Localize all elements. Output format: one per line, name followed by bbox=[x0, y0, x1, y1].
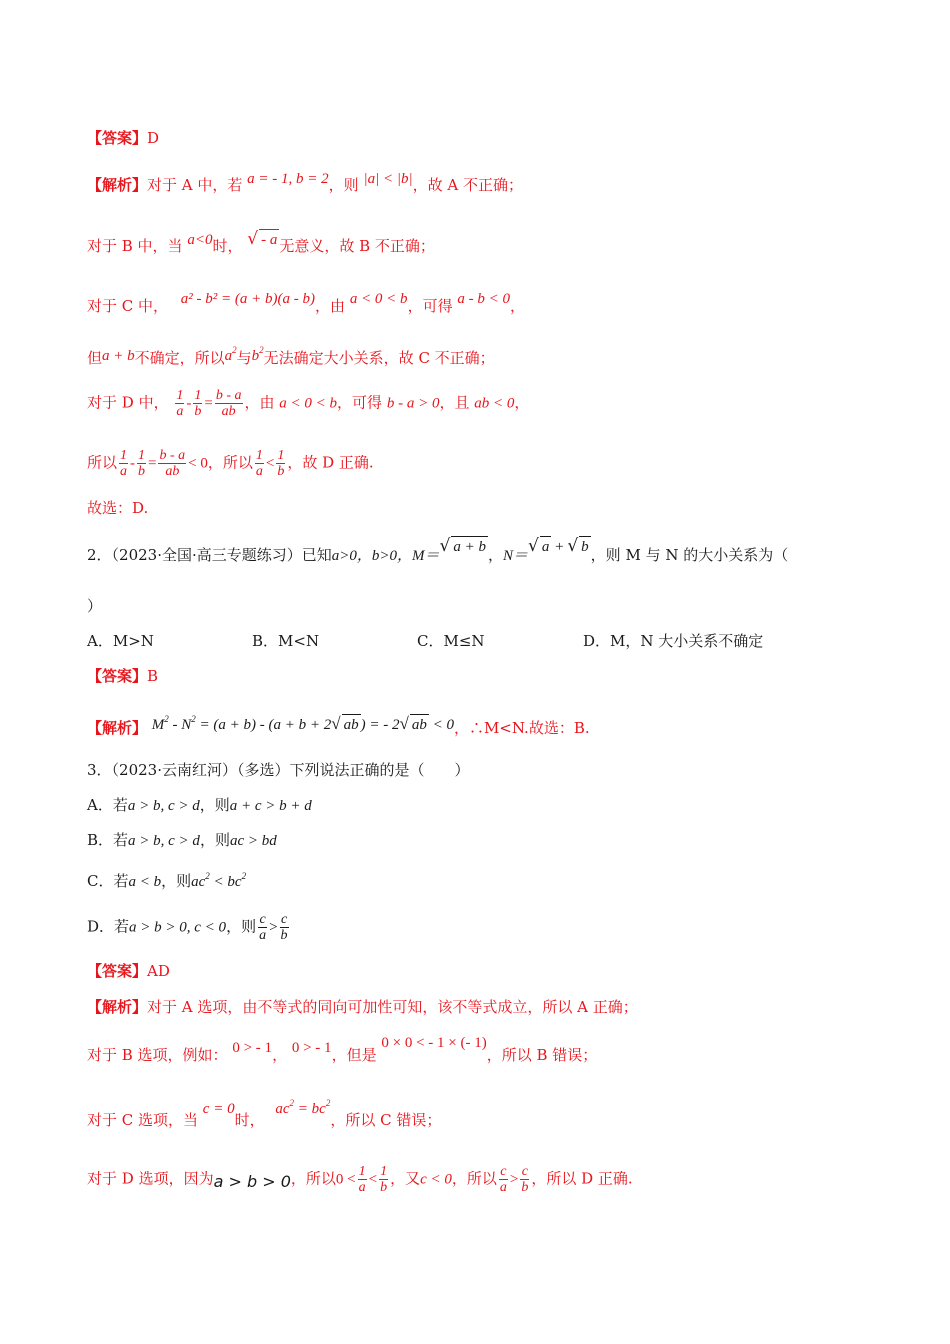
text: ， bbox=[509, 297, 525, 315]
q3-stem: 3．（2023·云南红河）（多选）下列说法正确的是（ ） bbox=[87, 761, 470, 779]
math: a = - 1, b = 2 bbox=[247, 171, 329, 187]
math: |a| < |b| bbox=[363, 171, 413, 187]
text: 对于 D 中， bbox=[87, 393, 169, 412]
q1-analysis-c bbox=[87, 291, 525, 317]
math: ac > bd bbox=[229, 833, 277, 849]
text: 与 bbox=[236, 349, 252, 367]
frac-1-b: $\frac{1}{b}$ bbox=[194, 388, 202, 419]
text: 对于 C 中， bbox=[87, 297, 169, 315]
text: ，则 bbox=[226, 917, 257, 936]
q3-option-a[interactable] bbox=[87, 795, 312, 816]
math: M＝ bbox=[412, 548, 440, 564]
math: 0 > - 1 bbox=[291, 1040, 332, 1056]
math-ac2-eq-bc2: $ac^2 = bc^2$ bbox=[275, 1098, 331, 1117]
math: N＝ bbox=[503, 548, 529, 564]
math: 0 > - 1 bbox=[232, 1040, 273, 1056]
text: 无意义，故 B 不正确； bbox=[279, 237, 435, 255]
option-d[interactable]: D．M，N 大小关系不确定 bbox=[583, 632, 764, 650]
option-b[interactable]: B．M<N bbox=[252, 632, 320, 650]
q2-stem: 2．（2023·全国·高三专题练习）已知a>0，b>0，M＝√ a + b ，N＝√ a + √ b ，则 M 与 N 的大小关系为（ bbox=[87, 536, 789, 564]
frac-c-b: $\frac{c}{b}$ bbox=[280, 912, 288, 943]
text: 对于 A 中，若 bbox=[147, 176, 243, 194]
math: - a bbox=[259, 229, 279, 250]
frac-c-a: $\frac{c}{a}$ bbox=[259, 912, 267, 943]
analysis-tag: 【解析】 bbox=[87, 176, 148, 194]
answer-value: AD bbox=[147, 962, 170, 980]
math: a - b < 0 bbox=[457, 291, 510, 307]
q3-analysis-a bbox=[87, 997, 638, 1017]
math: a<0 bbox=[187, 232, 213, 248]
math: 0 × 0 < - 1 × (- 1) bbox=[381, 1035, 487, 1051]
frac-ba-ab: $\frac{b - a}{ab}$ bbox=[159, 448, 186, 479]
frac-1-a: $\frac{1}{a}$ bbox=[358, 1164, 366, 1195]
frac-1-b: $\frac{1}{b}$ bbox=[138, 448, 146, 479]
text: 对于 A 选项，由不等式的同向可加性可知，该不等式成立，所以 A 正确； bbox=[147, 998, 638, 1016]
math: c = 0 bbox=[202, 1101, 235, 1117]
text: 对于 B 中，当 bbox=[87, 237, 183, 255]
math: a + b bbox=[102, 348, 135, 364]
frac-ba-ab: $\frac{b - a}{ab}$ bbox=[215, 388, 242, 419]
text: ，所以 C 错误； bbox=[330, 1111, 442, 1129]
text: B．若 bbox=[87, 831, 129, 849]
q2-stem-close: ） bbox=[87, 597, 103, 615]
text: 但 bbox=[87, 349, 103, 367]
q3-analysis-b: 对于 B 选项，例如： 0 > - 1， 0 > - 1，但是 0 × 0 < - 1 × (- 1)，所以 B 错误； bbox=[87, 1035, 598, 1064]
math: a < 0 < b bbox=[349, 291, 408, 307]
text: ，又 bbox=[390, 1169, 421, 1188]
text: ，∴M<N.故选：B. bbox=[453, 719, 590, 737]
math: a² - b² = (a + b)(a - b) bbox=[180, 291, 316, 307]
analysis-tag: 【解析】 bbox=[87, 719, 148, 737]
math: b - a > 0 bbox=[386, 395, 440, 412]
frac-c-b: $\frac{c}{b}$ bbox=[521, 1164, 529, 1195]
answer-tag: 【答案】 bbox=[87, 962, 148, 980]
q3-option-c[interactable] bbox=[87, 866, 246, 892]
text: ，故 D 正确. bbox=[287, 453, 374, 472]
text: ，所以 bbox=[290, 1169, 336, 1188]
text: ，由 bbox=[315, 297, 346, 315]
q1-analysis-d2: 所以 $\frac{1}{a}$ - $\frac{1}{b}$ = $\frac{b - a}{ab}$ < 0，所以 $\frac{1}{a}$ < $\frac{1}{b}$ ，故 D 正确. bbox=[87, 448, 374, 479]
text: D．若 bbox=[87, 917, 130, 936]
math: a > b, c > d bbox=[127, 798, 200, 814]
q2-answer bbox=[87, 666, 158, 686]
text: ，且 bbox=[439, 393, 470, 412]
q1-analysis-c2 bbox=[87, 343, 495, 369]
text: ，则 bbox=[161, 872, 192, 890]
sqrt-expr: √ - a bbox=[247, 229, 278, 249]
math-a-squared: $a^2$ bbox=[224, 345, 237, 364]
math: ab < 0 bbox=[474, 395, 515, 412]
math: a < b bbox=[128, 874, 162, 890]
q1-analysis-a bbox=[87, 171, 523, 196]
text: 对于 C 选项，当 bbox=[87, 1111, 199, 1129]
text: ，可得 bbox=[407, 297, 453, 315]
text: ， bbox=[514, 393, 530, 412]
math: c < 0 bbox=[420, 1171, 452, 1188]
math: a > b, c > d bbox=[128, 833, 200, 849]
text: 不确定，所以 bbox=[134, 349, 225, 367]
text: 所以 bbox=[87, 453, 118, 472]
frac-c-a: $\frac{c}{a}$ bbox=[499, 1164, 507, 1195]
math: a>0，b>0， bbox=[331, 548, 413, 564]
math: a > b > 0, c < 0 bbox=[129, 919, 227, 936]
frac-1-a: $\frac{1}{a}$ bbox=[120, 448, 128, 479]
text: 时， bbox=[234, 1111, 265, 1129]
q3-answer bbox=[87, 961, 170, 981]
text: ，所以 bbox=[207, 453, 253, 472]
answer-value: B bbox=[147, 667, 159, 685]
text: ，则 M 与 N 的大小关系为（ bbox=[590, 546, 789, 564]
text: ，由 bbox=[244, 393, 275, 412]
text: ，则 bbox=[328, 176, 359, 194]
q3-analysis-d: 对于 D 选项，因为a > b > 0，所以0 < $\frac{1}{a}$ < $\frac{1}{b}$ ，又c < 0，所以 $\frac{c}{a}$ > $\frac{c}{b}$ ，所以 D 正确. bbox=[87, 1164, 633, 1195]
frac-1-b: $\frac{1}{b}$ bbox=[380, 1164, 388, 1195]
q3-analysis-c bbox=[87, 1098, 442, 1131]
q3-option-d[interactable]: D．若a > b > 0, c < 0，则 $\frac{c}{a}$ > $\frac{c}{b}$ bbox=[87, 912, 288, 943]
math-b-squared: $b^2$ bbox=[251, 345, 264, 364]
text: ，则 bbox=[199, 796, 230, 814]
text: C．若 bbox=[87, 872, 129, 890]
analysis-tag: 【解析】 bbox=[87, 998, 148, 1016]
math: a > b > 0 bbox=[213, 1171, 291, 1191]
text: ，但是 bbox=[331, 1046, 377, 1064]
text: A．若 bbox=[87, 796, 128, 814]
q1-analysis-d: 对于 D 中， $\frac{1}{a}$ - $\frac{1}{b}$ = $\frac{b - a}{ab}$ ，由 a < 0 < b，可得 b - a > 0，且 ab < 0， bbox=[87, 388, 530, 419]
sqrt-a-plus-sqrt-b: √ a + √ b bbox=[528, 536, 589, 556]
text: ，故 A 不正确； bbox=[412, 176, 523, 194]
math: a < 0 < b bbox=[279, 395, 338, 412]
option-c[interactable]: C．M≤N bbox=[417, 632, 485, 650]
q2-analysis bbox=[87, 713, 590, 739]
q1-analysis-b bbox=[87, 229, 435, 257]
text: 2．（2023·全国·高三专题练习）已知 bbox=[87, 546, 332, 564]
text: ，则 bbox=[199, 831, 230, 849]
sqrt-a-plus-b: √ a + b bbox=[439, 536, 486, 556]
frac-1-b: $\frac{1}{b}$ bbox=[277, 448, 285, 479]
frac-1-a: $\frac{1}{a}$ bbox=[255, 448, 263, 479]
text: 时， bbox=[212, 237, 243, 255]
frac-1-a: $\frac{1}{a}$ bbox=[176, 388, 184, 419]
math-m2-n2: $M^2 - N^2 = (a + b) - (a + b + 2√$ ab ) = - 2√ ab < 0 bbox=[151, 714, 454, 733]
math: a + c > b + d bbox=[229, 798, 312, 814]
q1-answer bbox=[87, 128, 159, 148]
text: ，所以 B 错误； bbox=[486, 1046, 598, 1064]
text: ，可得 bbox=[337, 393, 383, 412]
q3-option-b[interactable] bbox=[87, 830, 277, 851]
answer-tag: 【答案】 bbox=[87, 667, 148, 685]
math-ac2-lt-bc2: $ac^2 < bc^2$ bbox=[191, 871, 247, 890]
text: 对于 D 选项，因为 bbox=[87, 1169, 214, 1188]
option-a[interactable]: A．M>N bbox=[87, 632, 154, 650]
text: 无法确定大小关系，故 C 不正确； bbox=[263, 349, 495, 367]
text: 对于 B 选项，例如： bbox=[87, 1046, 228, 1064]
text: ，所以 D 正确. bbox=[531, 1169, 633, 1188]
q1-final: 故选：D. bbox=[87, 499, 149, 517]
answer-tag: 【答案】 bbox=[87, 129, 148, 147]
text: ，所以 bbox=[451, 1169, 497, 1188]
answer-value: D bbox=[147, 129, 160, 147]
